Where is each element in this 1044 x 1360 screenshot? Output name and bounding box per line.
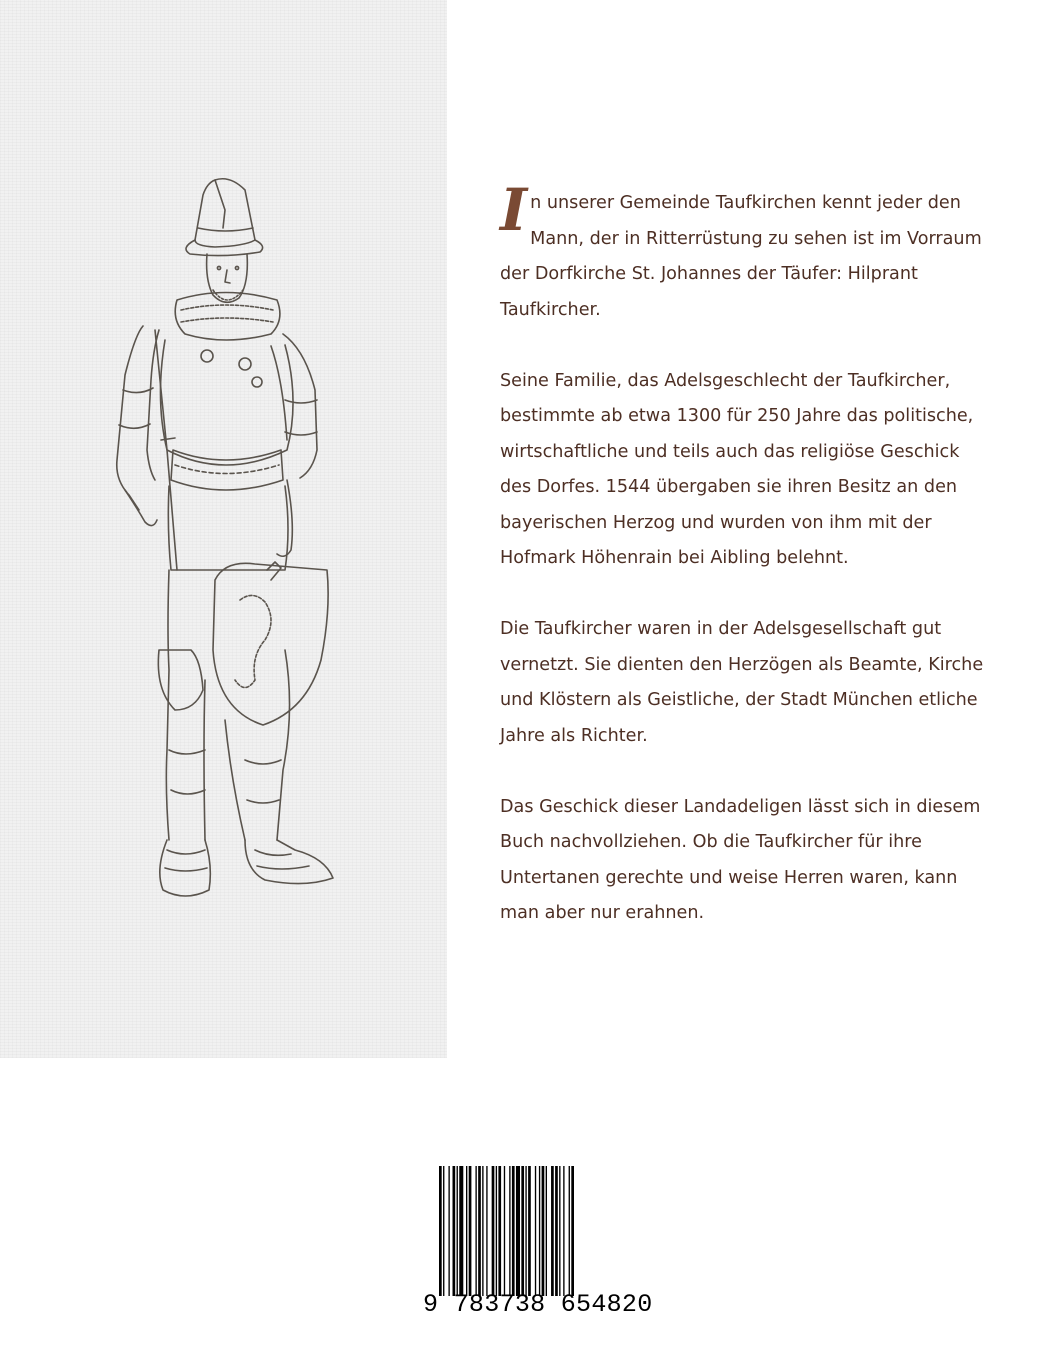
illustration-panel [0,0,447,1058]
barcode-bar [504,1166,505,1296]
barcode-bar [559,1166,560,1296]
barcode-bars [439,1166,625,1296]
barcode-bar [525,1166,526,1296]
barcode-bar [439,1166,442,1296]
barcode-bar [457,1166,458,1296]
barcode-bar [492,1166,495,1296]
barcode-bar [498,1166,501,1296]
barcode-bar [516,1166,520,1296]
paragraph-book: Das Geschick dieser Landadeligen lässt sich in diesem Buch nachvollziehen. Ob die Taufkircher für ihre Untertanen gerechte und weise Herren waren, kann man aber nur erahnen. [500,796,981,923]
barcode-bar [459,1166,463,1296]
barcode-bar [539,1166,540,1296]
barcode-bar [453,1166,456,1296]
paragraph-network: Die Taufkircher waren in der Adelsgesellschaft gut vernetzt. Sie dienten den Herzögen als Beamte, Kirche und Klöstern als Geistliche, der Stadt München etliche Jahre als Richter. [500,619,984,746]
barcode-bar [571,1166,574,1296]
barcode-bar [496,1166,497,1296]
body-text [500,176,990,967]
barcode-bar [475,1166,476,1296]
barcode-bar [512,1166,515,1296]
barcode-bar [482,1166,483,1296]
barcode-bar [535,1166,536,1296]
intro-text: n unserer Gemeinde Taufkirchen kennt jeder den Mann, der in Ritterrüstung zu sehen ist im Vorraum der Dorfkirche St. Johannes der Täufer: Hilprant Taufkircher. [500,193,982,320]
barcode-bar [528,1166,531,1296]
drop-cap: I [500,176,528,244]
barcode-bar [509,1166,510,1296]
barcode-bar [478,1166,481,1296]
barcode-bar [469,1166,472,1296]
knight-drawing [95,150,355,950]
barcode-bar [563,1166,564,1296]
paragraph-family: Seine Familie, das Adelsgeschlecht der Taufkircher, bestimmte ab etwa 1300 für 250 Jahre das politische, wirtschaftliche und teils auch das religiöse Geschick des Dorfes. 1544 übergaben sie ihren Besitz an den bayerischen Herzog und wurden von ihm mit der Hofmark Höhenrain bei Aibling belehnt. [500,370,974,568]
barcode-bar [466,1166,467,1296]
barcode-bar [486,1166,487,1296]
barcode-bar [569,1166,570,1296]
barcode-bar [542,1166,545,1296]
barcode-bar [521,1166,524,1296]
intro-paragraph [500,176,990,328]
isbn-number: 9 783738 654820 [423,1290,653,1319]
barcode-bar [443,1166,444,1296]
barcode-bar [546,1166,547,1296]
barcode-bar [555,1166,558,1296]
barcode-bar [551,1166,554,1296]
isbn-barcode [417,1158,653,1324]
barcode-bar [448,1166,449,1296]
